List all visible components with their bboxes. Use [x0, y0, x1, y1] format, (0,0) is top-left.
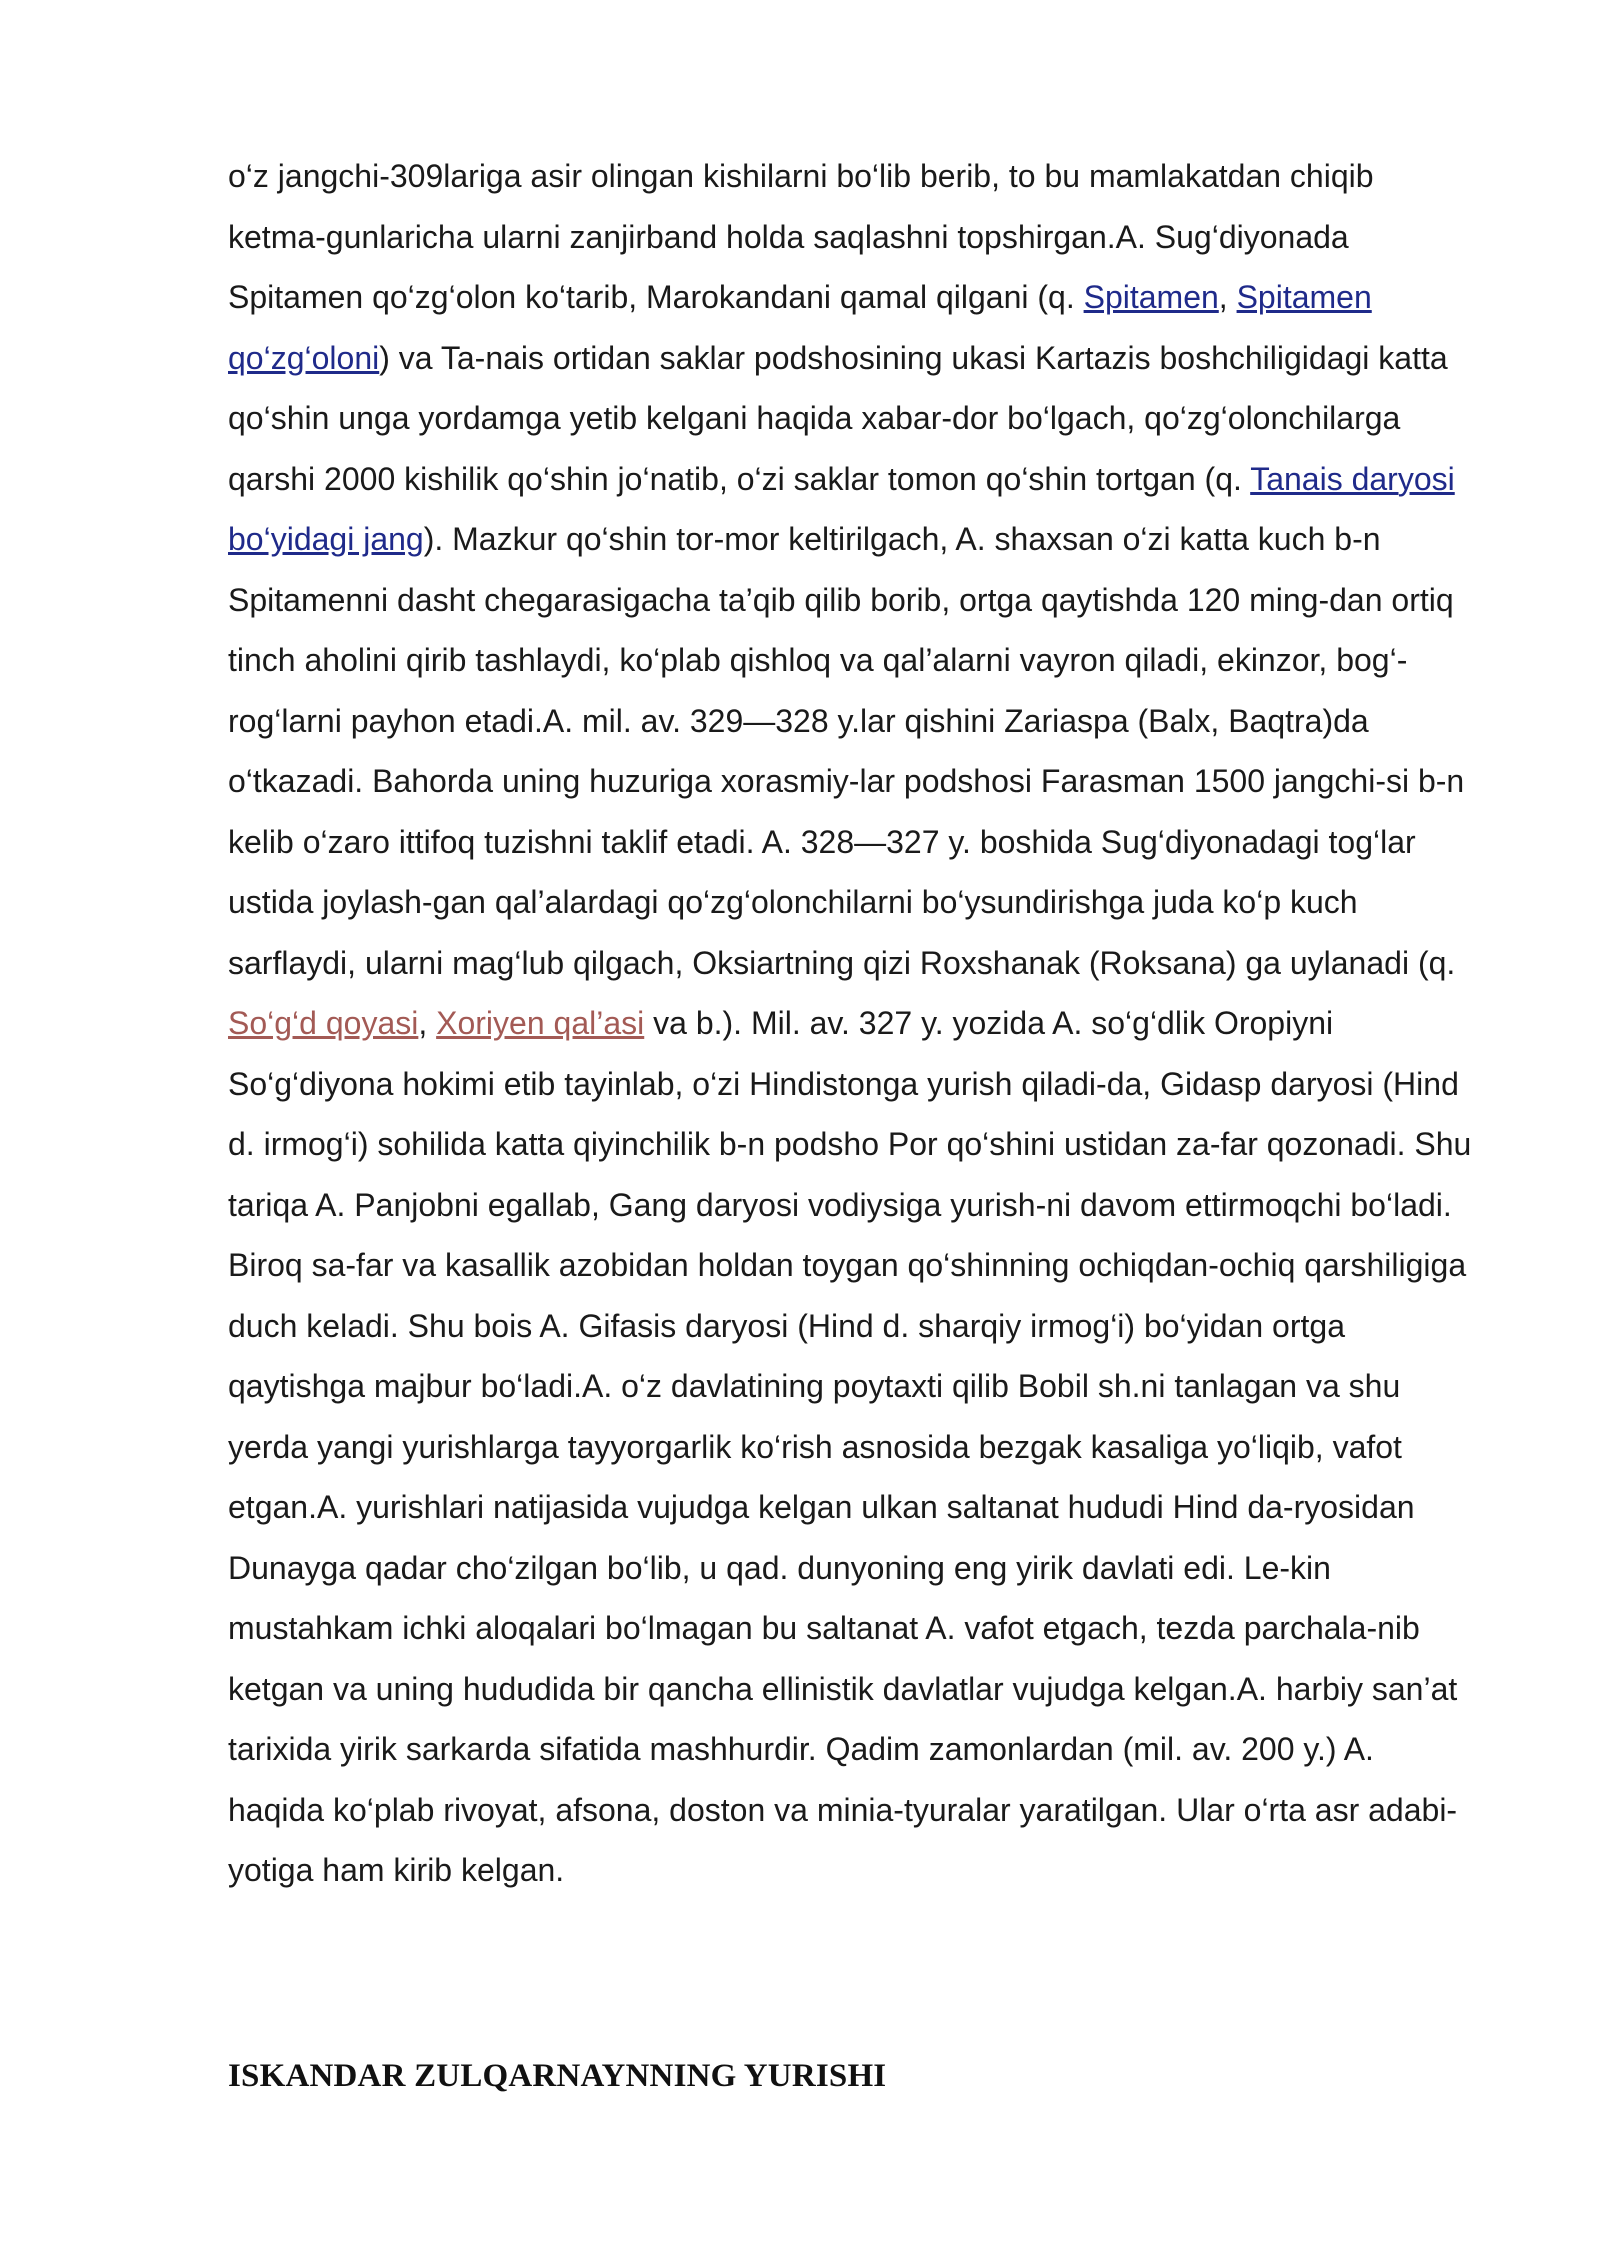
article-paragraph	[228, 146, 1478, 1901]
link-spitamen[interactable]: Spitamen	[1083, 279, 1219, 315]
text-segment-4: va b.). Mil. av. 327 y. yozida A. so‘g‘dlik Oropiyni So‘g‘diyona hokimi etib tayinlab, o‘zi Hindistonga yurish qiladi-da, Gidasp daryosi (Hind d. irmog‘i) sohilida katta qiyinchilik b-n podsho Por qo‘shini ustidan za-far qozonadi. Shu tariqa A. Panjobni egallab, Gang daryosi vodiysiga yurish-ni davom ettirmoqchi bo‘ladi. Biroq sa-far va kasallik azobidan holdan toygan qo‘shinning ochiqdan-ochiq qarshiligiga duch keladi. Shu bois A. Gifasis daryosi (Hind d. sharqiy irmog‘i) bo‘yidan ortga qaytishga majbur bo‘ladi.A. o‘z davlatining poytaxti qilib Bobil sh.ni tanlagan va shu yerda yangi yurishlarga tayyorgarlik ko‘rish asnosida bezgak kasaligа yo‘liqib, vafot etgan.A. yurishlari natijasida vujudga kelgan ulkan saltanat hududi Hind da-ryosidan Dunayga qadar cho‘zilgan bo‘lib, u qad. dunyoning eng yirik davlati edi. Le-kin mustahkam ichki aloqalari bo‘lmagan bu saltanat A. vafot etgach, tezda parchala-nib ketgan va uning hududida bir qancha ellinistik davlatlar vujudga kelgan.A. harbiy san’at tarixida yirik sarkarda sifatida mashhurdir. Qadim zamonlardan (mil. av. 200 y.) A. haqida ko‘plab rivoyat, afsona, doston va minia-tyuralar yaratilgan. Ular o‘rta asr adabi-yotiga ham kirib kelgan.	[228, 1005, 1472, 1888]
link-tanais-daryosi[interactable]: Tanais daryosi bo‘yidagi jang	[228, 460, 1455, 557]
text-segment-1: o‘z jangchi-309lariga asir olingan kishilarni bo‘lib berib, to bu mamlakatdan chiqib ketma-gunlaricha ularni zanjirband holda saqlashni topshirgan.A. Sug‘diyonada Spitamen qo‘zg‘olon ko‘tarib, Marokandani qamal qilgani (q.	[228, 158, 1374, 315]
link-spitamen-qozgoloni[interactable]: Spitamen qo‘zg‘oloni	[228, 279, 1372, 376]
link-sogd-qoyasi[interactable]: So‘g‘d qoyasi	[228, 1005, 419, 1041]
link-xoriyen-qalasi[interactable]: Xoriyen qal’asi	[436, 1005, 645, 1041]
text-segment-3: ). Mazkur qo‘shin tor-mor keltirilgach, A. shaxsan o‘zi katta kuch b-n Spitamenni dasht chegarasigacha ta’qib qilib borib, ortga qaytishda 120 ming-dan ortiq tinch aholini qirib tashlaydi, ko‘plab qishloq va qal’alarni vayron qiladi, ekinzor, bog‘-rog‘larni payhon etadi.A. mil. av. 329—328 y.lar qishini Zariaspa (Balx, Baqtra)da o‘tkazadi. Bahorda uning huzuriga xorasmiy-lar podshosi Farasman 1500 jangchi-si b-n kelib o‘zaro ittifoq tuzishni taklif etadi. A. 328—327 y. boshida Sug‘diyonadagi tog‘lar ustida joylash-gan qal’alardagi qo‘zg‘olonchilarni bo‘ysundirishga juda ko‘p kuch sarflaydi, ularni mag‘lub qilgach, Oksiartning qizi Roxshanak (Roksana) ga uylanadi (q.	[228, 521, 1465, 981]
section-heading: ISKANDAR ZULQARNAYNNING YURISHI	[228, 2058, 887, 2094]
text-segment-2: ) va Ta-nais ortidan saklar podshosining ukasi Kartazis boshchiligidagi katta qo‘shin unga yordamga yetib kelgani haqida xabar-dor bo‘lgach, qo‘zg‘olonchilarga qarshi 2000 kishilik qo‘shin jo‘natib, o‘zi saklar tomon qo‘shin tortgan (q.	[228, 339, 1448, 497]
article-body	[228, 146, 1478, 1901]
separator: ,	[418, 1005, 437, 1041]
separator: ,	[1218, 279, 1237, 315]
